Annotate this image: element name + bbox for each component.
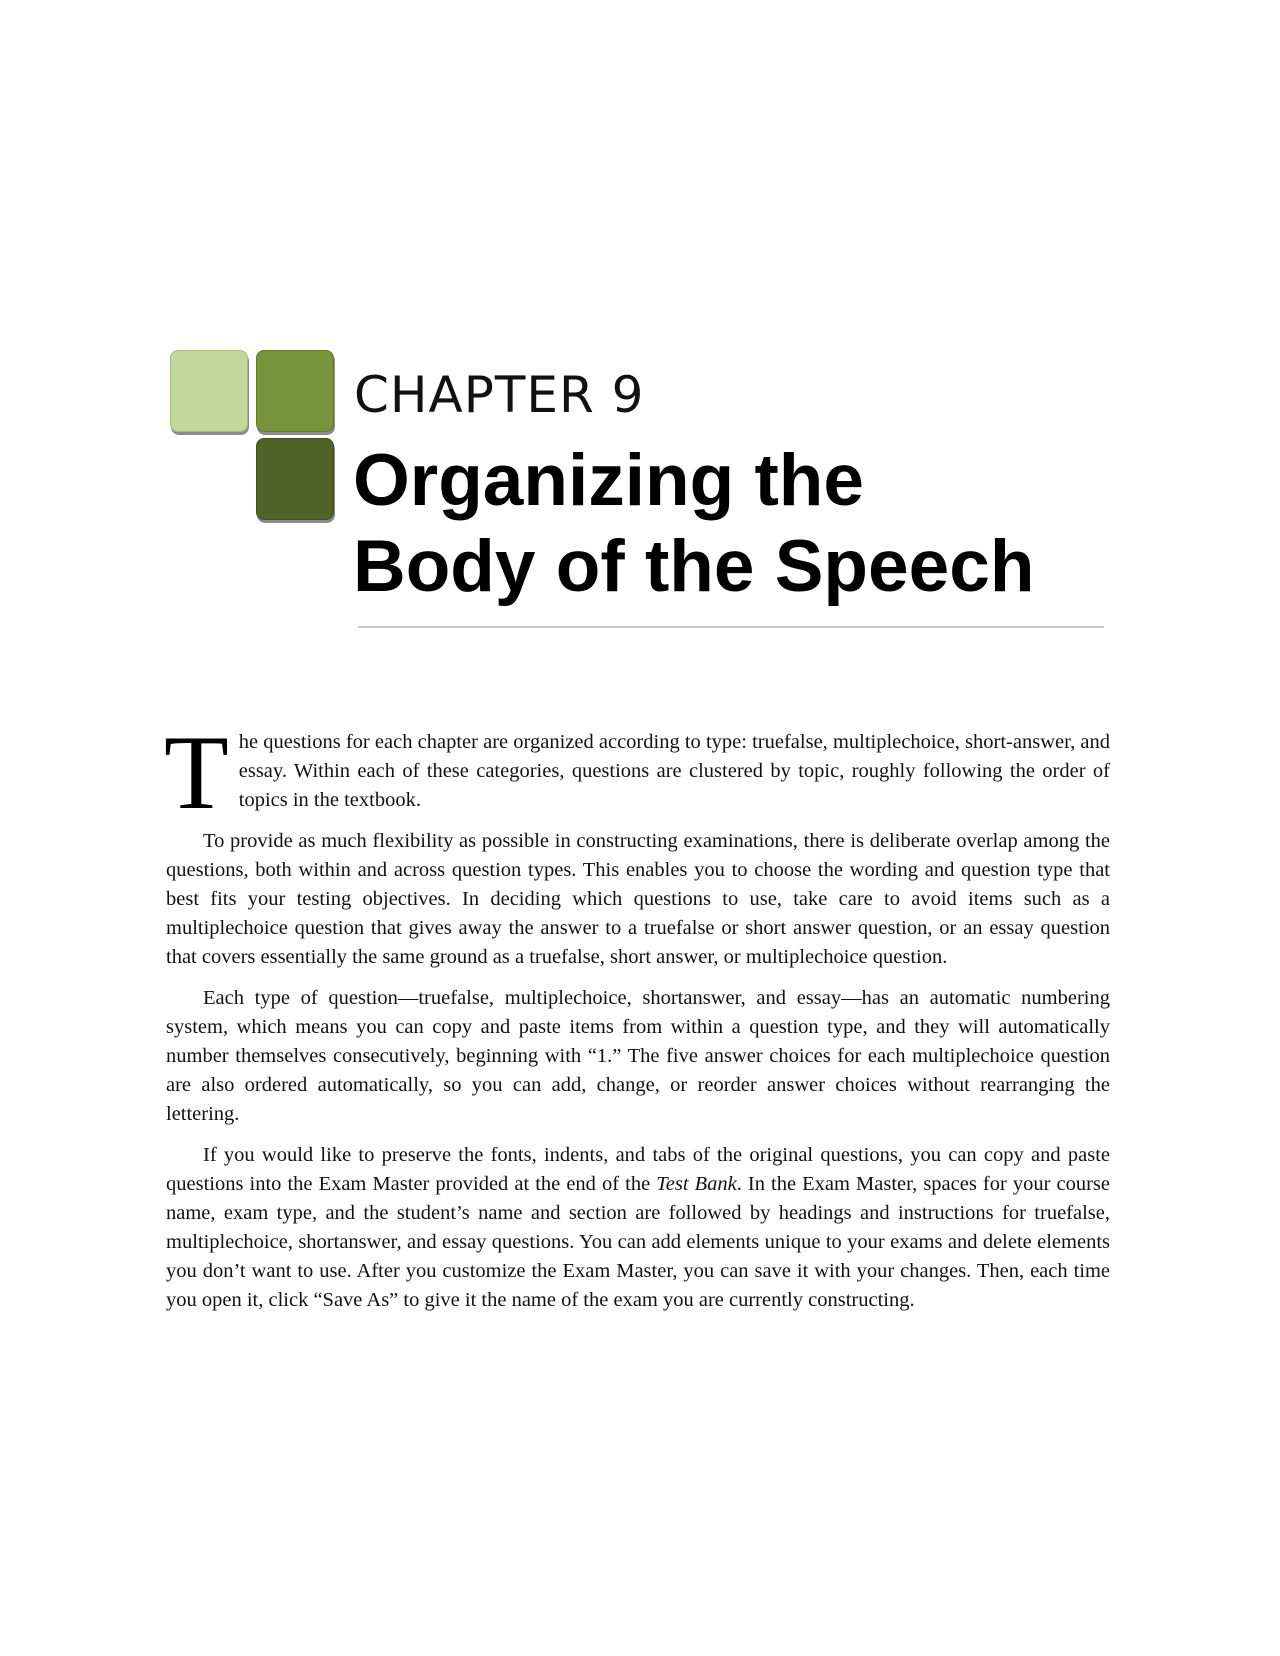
chapter-decoration-dark-square: [256, 438, 334, 520]
title-divider: [358, 626, 1104, 628]
exam-master-text-start: If you would like to preserve the fonts, indents, and tabs of the original questions, you can copy and paste questions into the Exam Master provided at the end of the: [166, 1144, 1110, 1195]
exam-master-text-end: . In the Exam Master, spaces for your course name, exam type, and the student’s name and section are followed by headings and instructions for truefalse, multiplechoice, shortanswer, and essay questions. You can add elements unique to your exams and delete elements you don’t want to use. After you customize the Exam Master, you can save it with your changes. Then, each time you open it, click “Save As” to give it the name of the exam you are currently constructing.: [166, 1173, 1110, 1311]
chapter-body: [164, 714, 1110, 1327]
intro-paragraph: [164, 714, 1110, 831]
chapter-decoration-mid-square: [256, 350, 334, 432]
chapter-decoration-light-square: [170, 350, 248, 432]
numbering-paragraph: Each type of question—truefalse, multiplechoice, shortanswer, and essay—has an automatic numbering system, which means you can copy and paste items from within a question type, and they will automatically number themselves consecutively, beginning with “1.” The five answer choices for each multiplechoice question are also ordered automatically, so you can add, change, or reorder answer choices without rearranging the lettering.: [166, 987, 1110, 1125]
chapter-number-label: CHAPTER 9: [354, 366, 645, 424]
chapter-title-line-1: Organizing the: [353, 440, 864, 521]
exam-master-paragraph: [166, 1141, 1110, 1315]
flexibility-paragraph: To provide as much flexibility as possible in constructing examinations, there is deliberate overlap among the questions, both within and across question types. This enables you to choose the wording and question type that best fits your testing objectives. In deciding which questions to use, take care to avoid items such as a multiplechoice question that gives away the answer to a truefalse or short answer question, or an essay question that covers essentially the same ground as a truefalse, short answer, or multiplechoice question.: [166, 830, 1110, 968]
chapter-title: [353, 438, 1113, 610]
chapter-title-line-2: Body of the Speech: [353, 526, 1035, 607]
test-bank-title: Test Bank: [656, 1173, 737, 1195]
intro-paragraph-text: he questions for each chapter are organized according to type: truefalse, multiplechoice, short-answer, and essay. Within each of these categories, questions are clustered by topic, roughly following the order of topics in the textbook.: [238, 731, 1110, 811]
drop-cap: T: [164, 714, 229, 831]
